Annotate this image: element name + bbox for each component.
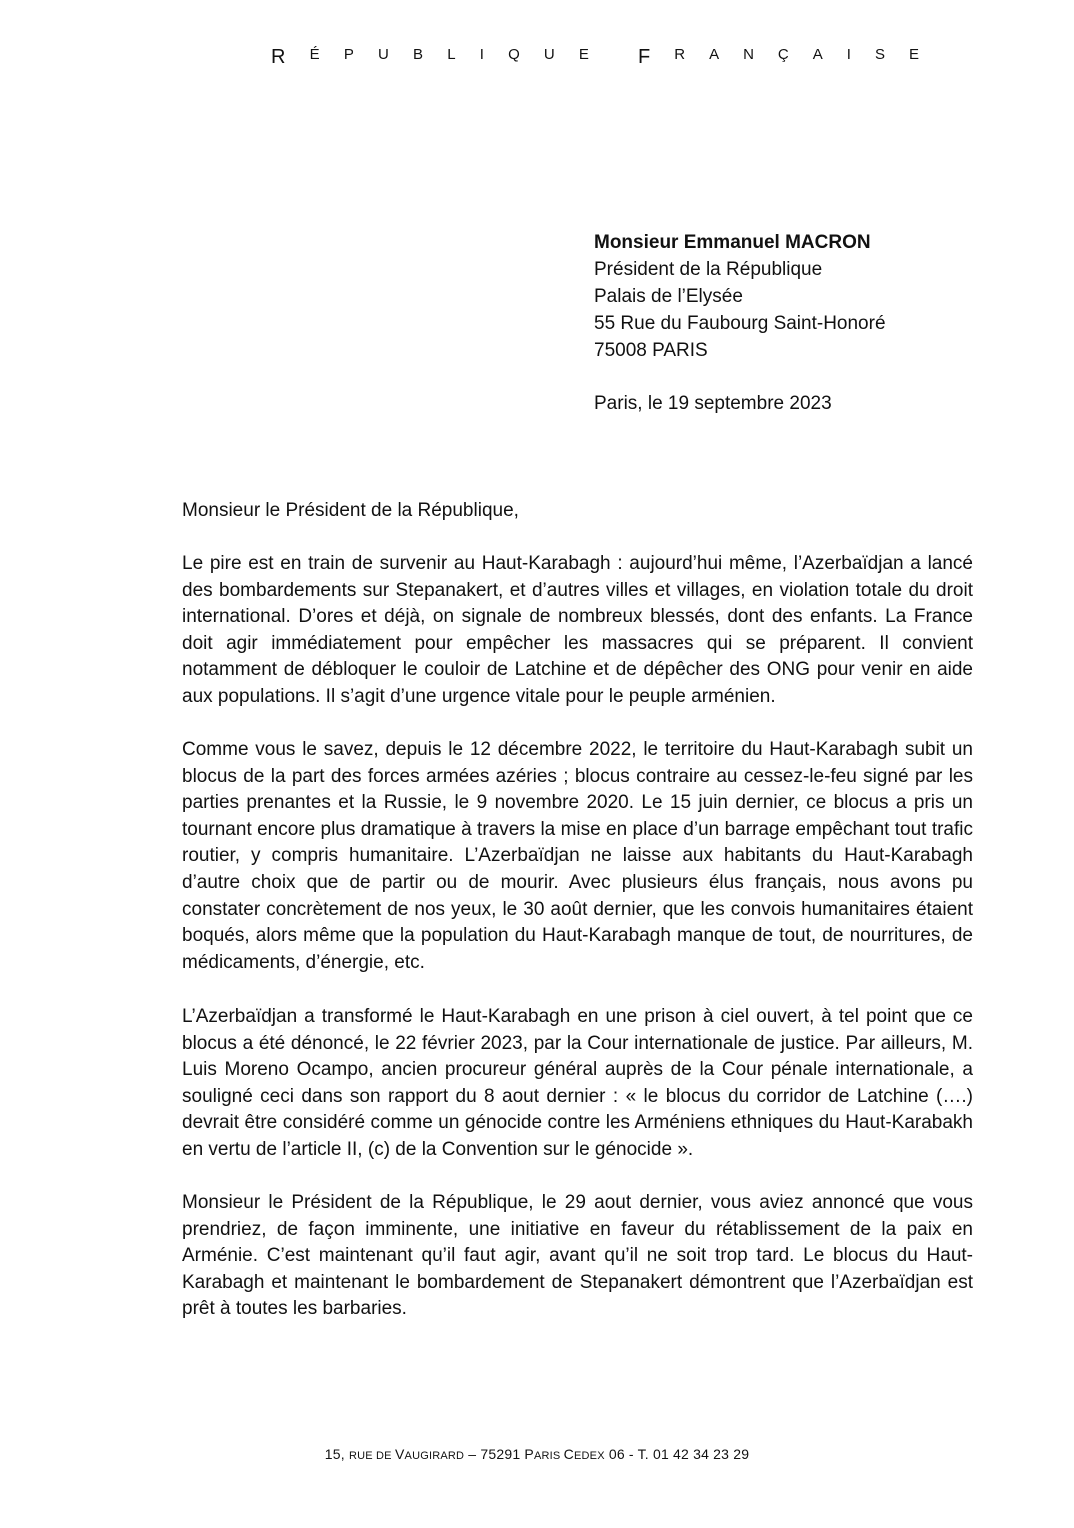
footer-part: ARIS [533,1450,564,1462]
recipient-name: Monsieur Emmanuel MACRON [594,232,871,253]
footer-part: P [524,1446,534,1462]
letterhead-letter: E [578,46,589,63]
recipient-city: 75008 PARIS [594,340,708,361]
letterhead-letter: S [874,46,885,63]
letterhead-letter: N [743,46,754,63]
footer-part: V [394,1446,405,1462]
letterhead-letter: L [447,46,456,63]
paragraph-text: L’Azerbaïdjan a transformé le Haut-Karabagh en une prison à ciel ouvert, à tel point que ce blocus a été dénoncé, le 22 février 2023, par la Cour internationale de justice. Par ailleurs, M. Luis Moreno Ocampo, ancien procureur général auprès de la Cour pénale internationale, a souligné ceci dans son rapport du 8 aout dernier : « le blocus du corridor de Latchine (….) devrait être considéré comme un génocide contre les Arméniens ethniques du Haut-Karabakh en vertu de l’article II, (c) de la Convention sur le génocide ». [182,1006,973,1160]
paragraph-text: Le pire est en train de survenir au Haut-Karabagh : aujourd’hui même, l’Azerbaïdjan a lancé des bombardements sur Stepanakert, et d’autres villes et villages, en violation totale du droit international. D’ores et déjà, on signale de nombreux blessés, dont des enfants. La France doit agir immédiatement pour empêcher les massacres qui se préparent. Il convient notamment de débloquer le couloir de Latchine et de dépêcher des ONG pour venir en aide aux populations. Il s’agit d’une urgence vitale pour le peuple arménien. [182,553,973,707]
body-paragraph [182,737,973,976]
footer-part: C [563,1446,574,1462]
body-paragraph [182,1190,973,1323]
recipient-address-block [594,229,886,364]
letterhead-letter: F [638,46,651,68]
letterhead-letter: P [343,46,354,63]
letterhead-letter: R [674,46,686,63]
footer-part: 15, [324,1446,349,1462]
recipient-palace: Palais de l’Elysée [594,286,743,307]
body-paragraph [182,551,973,711]
letterhead-letter: Ç [777,46,789,63]
footer-part: EDEX [573,1450,605,1462]
letterhead-letter: A [812,46,823,63]
letterhead-letter: R [271,46,286,68]
paragraph-text: Comme vous le savez, depuis le 12 décembre 2022, le territoire du Haut-Karabagh subit un blocus de la part des forces armées azéries ; blocus contraire au cessez-le-feu signé par les parties prenantes et la Russie, le 9 novembre 2020. Le 15 juin dernier, ce blocus a pris un tournant encore plus dramatique à travers la mise en place d’un barrage empêchant tout trafic routier, y compris humanitaire. L’Azerbaïdjan ne laisse aux habitants du Haut-Karabagh d’autre choix que de partir ou de mourir. Avec plusieurs élus français, nous avons pu constater concrètement de nos yeux, le 30 août dernier, que les convois humanitaires étaient boqués, alors même que la population du Haut-Karabagh manque de tout, de nourritures, de médicaments, d’énergie, etc. [182,739,973,973]
letterhead-letter: I [479,46,484,63]
recipient-street: 55 Rue du Faubourg Saint-Honoré [594,313,886,334]
letterhead-letter: É [309,46,320,63]
footer-address [0,1446,1074,1462]
letterhead-letter: U [378,46,389,63]
letter-date: Paris, le 19 septembre 2023 [594,393,832,414]
letterhead-republique-francaise [271,46,919,69]
footer-part: RUE DE [348,1450,395,1462]
letterhead-word-francaise [638,46,919,69]
recipient-title: Président de la République [594,259,823,280]
letterhead-letter: U [543,46,555,63]
footer-part: AUGIRARD [404,1450,465,1462]
paragraph-text: Monsieur le Président de la République, le 29 aout dernier, vous aviez annoncé que vous prendriez, de façon imminente, une initiative en faveur du rétablissement de la paix en Arménie. C’est maintenant qu’il faut agir, avant qu’il ne soit trop tard. Le blocus du Haut-Karabagh et maintenant le bombardement de Stepanakert démontrent que l’Azerbaïdjan est prêt à toutes les barbaries. [182,1192,973,1320]
salutation: Monsieur le Président de la République, [182,500,519,521]
letterhead-letter: B [413,46,424,63]
letterhead-word-republique [271,46,589,69]
letterhead-letter: E [908,46,919,63]
footer-part: – 75291 [464,1446,525,1462]
letterhead-letter: A [709,46,720,63]
footer-part: 06 - T. 01 42 34 23 29 [604,1446,750,1462]
letterhead-letter: I [846,46,851,63]
letterhead-letter: Q [508,46,520,63]
body-paragraph [182,1004,973,1164]
